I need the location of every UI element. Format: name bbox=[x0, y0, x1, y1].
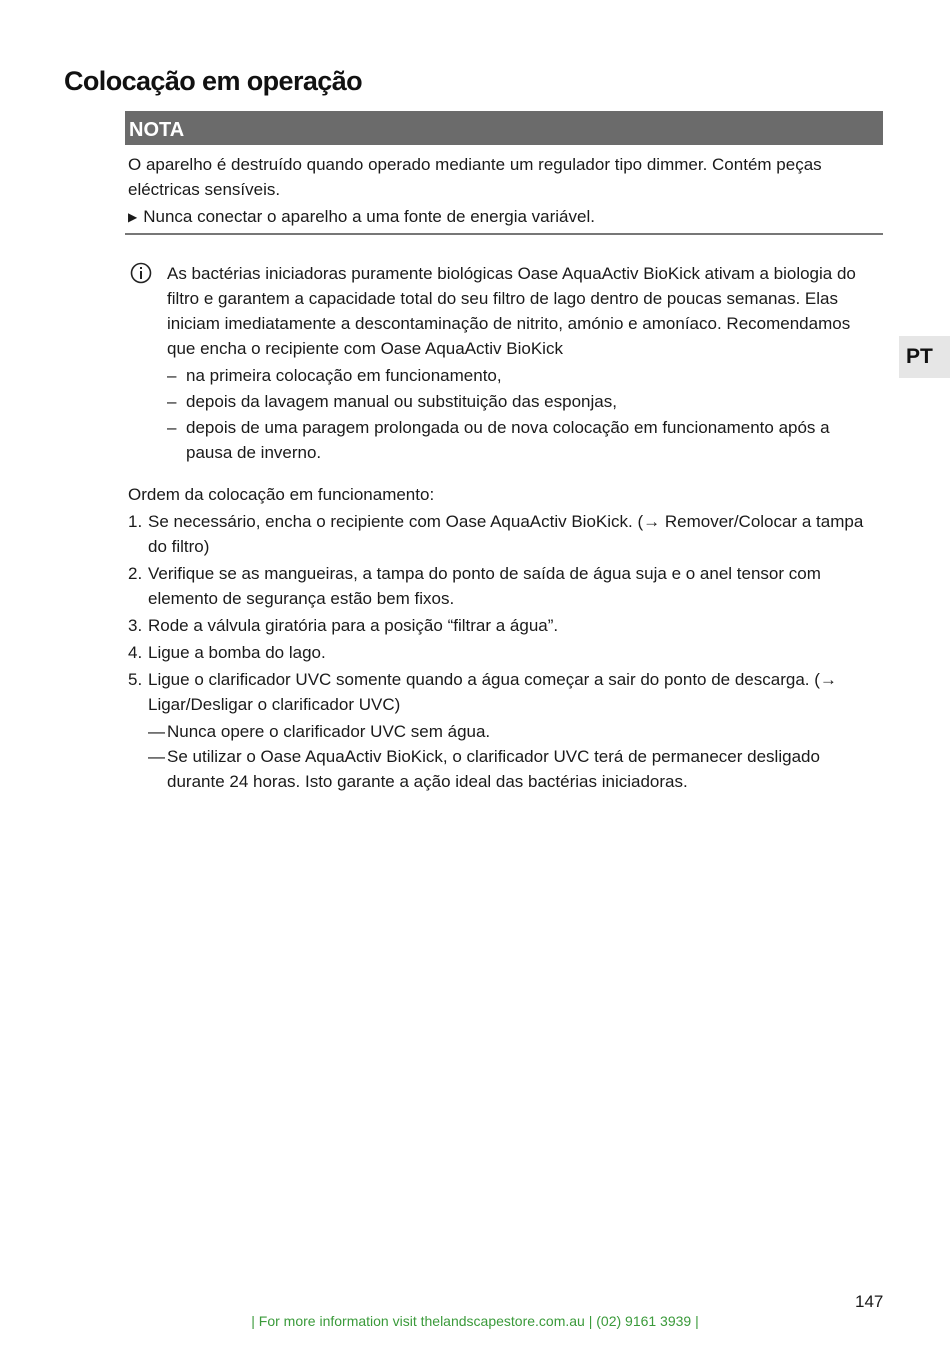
nota-text: O aparelho é destruído quando operado mediante um regulador tipo dimmer. Contém peças eléctricas sensíveis. bbox=[128, 155, 822, 199]
list-item: 4. Ligue a bomba do lago. bbox=[128, 643, 326, 662]
list-item: 5. Ligue o clarificador UVC somente quando a água começar a sair do ponto de descarga. (→ Ligar/Desligar o clarificador UVC) bbox=[128, 670, 837, 714]
list-item: 1. Se necessário, encha o recipiente com Oase AquaActiv BioKick. (→ Remover/Colocar a tampa do filtro) bbox=[128, 512, 864, 556]
page-title: Colocação em operação bbox=[64, 66, 363, 96]
triangle-right-icon: ▶ bbox=[128, 210, 138, 224]
list-item: 2. Verifique se as mangueiras, a tampa do ponto de saída de água suja e o anel tensor com elemento de segurança estão bem fixos. bbox=[128, 564, 821, 608]
page-number: 147 bbox=[855, 1292, 884, 1311]
list-item: – na primeira colocação em funcionamento, bbox=[167, 366, 502, 385]
list-item: — Se utilizar o Oase AquaActiv BioKick, o clarificador UVC terá de permanecer desligado durante 24 horas. Isto garante a ação ideal das bactérias iniciadoras. bbox=[148, 747, 820, 791]
nota-action-text: Nunca conectar o aparelho a uma fonte de energia variável. bbox=[143, 207, 595, 226]
list-item: – depois da lavagem manual ou substituição das esponjas, bbox=[167, 392, 617, 411]
info-paragraph: As bactérias iniciadoras puramente biológicas Oase AquaActiv BioKick ativam a biologia do filtro e garantem a capacidade total do seu filtro de lago dentro de poucas semanas. Elas iniciam imediatamente a descontaminação de nitrito, amónio e amoníaco. Recomendamos que encha o recipiente com Oase AquaActiv BioKick bbox=[167, 264, 856, 358]
nota-action bbox=[128, 204, 595, 230]
steps-list bbox=[128, 509, 868, 719]
language-tab: PT bbox=[899, 336, 950, 378]
info-list bbox=[167, 363, 857, 466]
list-item: 3. Rode a válvula giratória para a posição “filtrar a água”. bbox=[128, 616, 559, 635]
info-icon bbox=[130, 262, 152, 284]
footer: | For more information visit thelandscapestore.com.au | (02) 9161 3939 | bbox=[251, 1313, 699, 1329]
step-notes bbox=[148, 719, 863, 794]
nota-header: NOTA bbox=[125, 111, 883, 145]
list-item: — Nunca opere o clarificador UVC sem água. bbox=[148, 722, 491, 741]
list-item: – depois de uma paragem prolongada ou de nova colocação em funcionamento após a pausa de inverno. bbox=[167, 418, 830, 462]
order-intro: Ordem da colocação em funcionamento: bbox=[128, 485, 435, 504]
section-divider bbox=[125, 233, 883, 235]
